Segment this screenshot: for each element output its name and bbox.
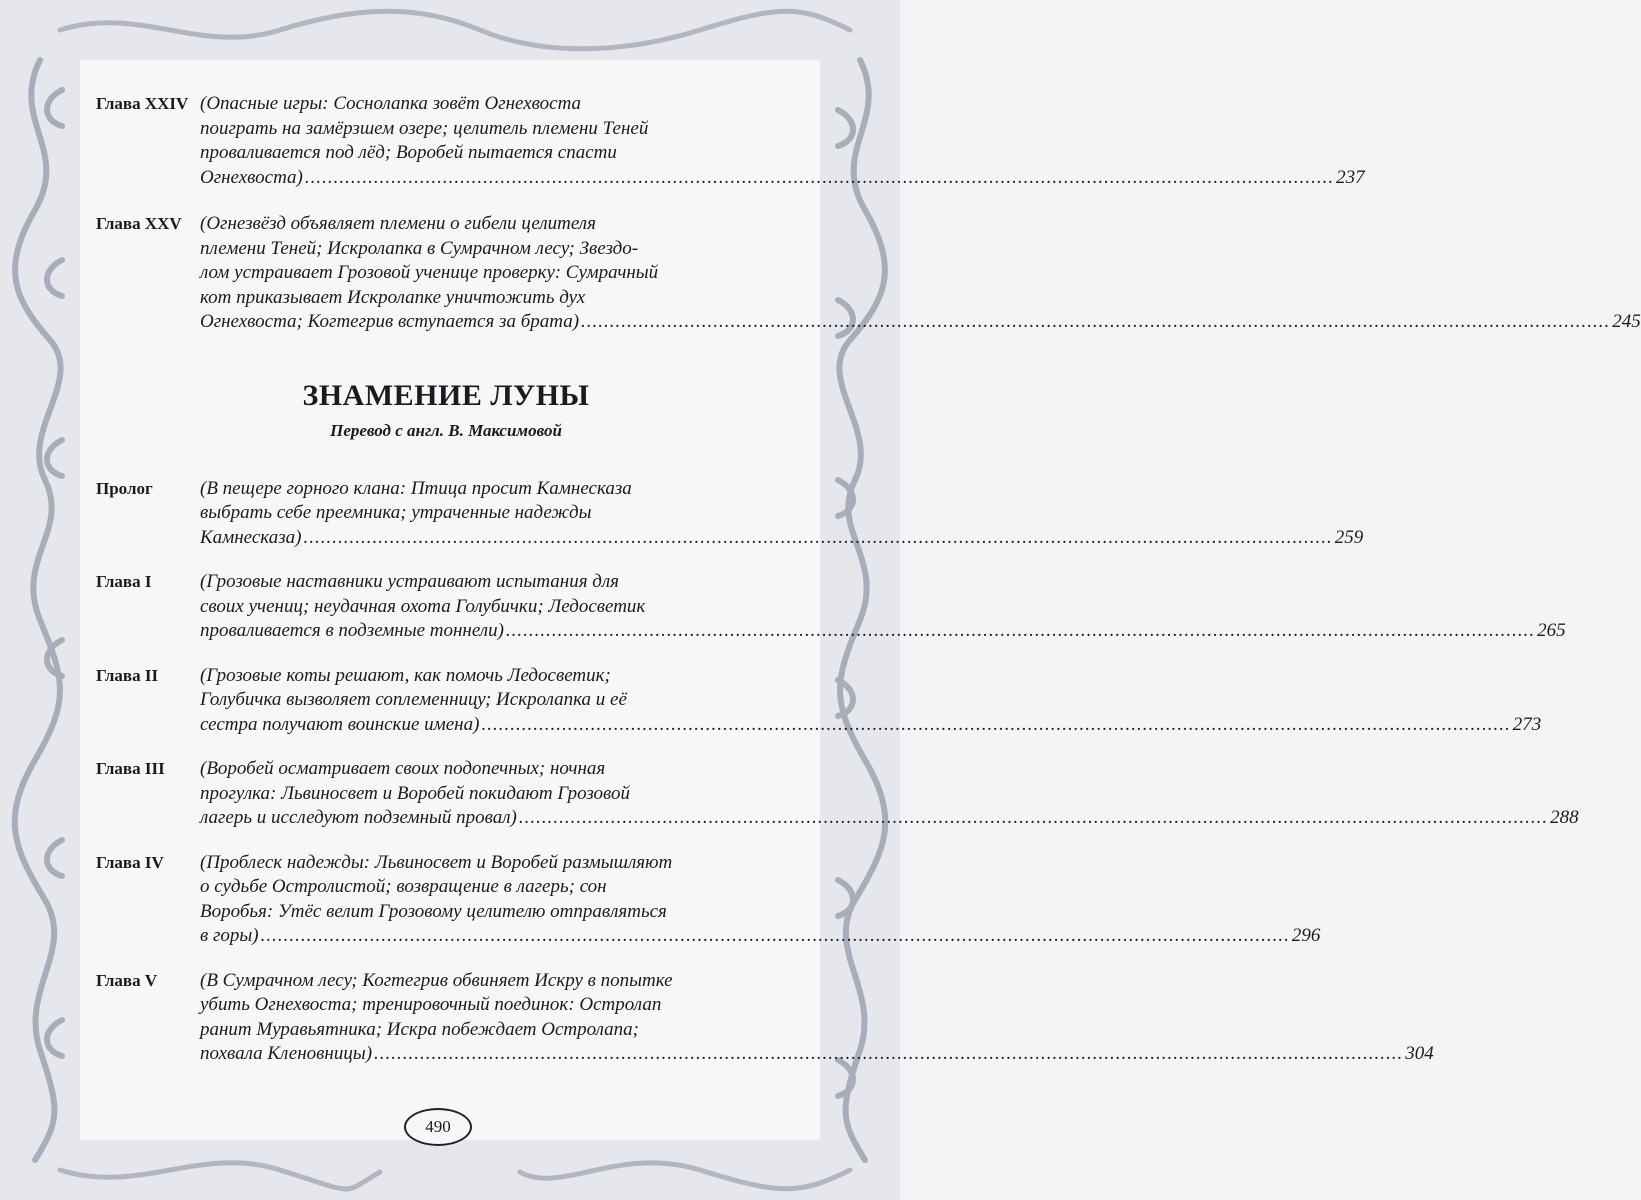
summary-line: кот приказывает Искролапке уничтожить дух — [200, 286, 586, 308]
summary-line: Огнехвоста) — [200, 166, 303, 188]
summary-line: в горы) — [200, 925, 259, 946]
page-reference: 304 — [1405, 1043, 1434, 1064]
dot-leader — [506, 619, 1535, 644]
page-reference: 273 — [1512, 713, 1542, 735]
page-reference: 265 — [1537, 620, 1566, 641]
toc-entry-chapter-2 — [96, 664, 1542, 738]
chapter-label: Глава V — [96, 970, 158, 990]
summary-line: (Проблеск надежды: Львиносвет и Воробей размышляют — [200, 851, 673, 873]
summary-line: проваливается под лёд; Воробей пытается спасти — [200, 142, 617, 163]
summary-line: Воробья: Утёс велит Грозовому целителю отправляться — [200, 900, 667, 922]
summary-line: поиграть на замёрзшем озере; целитель племени Теней — [200, 117, 649, 139]
toc-entry-chapter-24 — [96, 92, 1365, 190]
toc-entry-chapter-5 — [96, 969, 1434, 1067]
summary-line: Голубичка вызволяет соплеменницу; Искролапка и её — [200, 689, 627, 710]
chapter-summary — [200, 757, 1579, 831]
chapter-summary — [200, 664, 1541, 738]
dot-leader — [261, 924, 1290, 949]
summary-line: Огнехвоста; Когтегрив вступается за брата) — [200, 311, 580, 332]
chapter-summary — [200, 477, 1363, 551]
chapter-label: Пролог — [96, 478, 153, 498]
summary-line: племени Теней; Искролапка в Сумрачном лесу; Звездо- — [200, 237, 639, 259]
summary-last-line — [200, 526, 1363, 551]
summary-last-line — [200, 310, 1641, 335]
chapter-label: Глава IV — [96, 852, 164, 872]
chapter-label: Глава III — [96, 759, 165, 778]
summary-line: о судьбе Остролистой; возвращение в лагерь; сон — [200, 876, 607, 897]
section-title: ЗНАМЕНИЕ ЛУНЫ — [302, 378, 590, 412]
summary-last-line — [200, 806, 1579, 831]
summary-line: (Грозовые коты решают, как помочь Ледосветик; — [200, 664, 611, 686]
toc-entry-prologue — [96, 477, 1364, 551]
chapter-label: Глава I — [96, 572, 152, 591]
summary-last-line — [200, 713, 1541, 738]
summary-line: лом устраивает Грозовой ученице проверку: Сумрачный — [200, 262, 659, 283]
summary-line: (Огнезвёзд объявляет племени о гибели целителя — [200, 213, 596, 234]
chapter-summary — [200, 570, 1566, 644]
summary-line: проваливается в подземные тоннели) — [200, 620, 504, 641]
page-reference: 296 — [1291, 925, 1321, 946]
chapter-label: Глава XXIV — [96, 94, 189, 113]
page-reference: 245 — [1612, 311, 1641, 332]
summary-line: ранит Муравьятника; Искра побеждает Остролапа; — [200, 1018, 640, 1040]
dot-leader — [519, 806, 1548, 831]
toc-entry-chapter-4 — [96, 851, 1321, 949]
summary-line: прогулка: Львиносвет и Воробей покидают Грозовой — [200, 782, 631, 804]
table-of-contents — [96, 92, 1641, 1067]
summary-last-line — [200, 1042, 1434, 1067]
section-header — [96, 379, 796, 441]
summary-line: сестра получают воинские имена) — [200, 713, 480, 735]
page-number: 490 — [404, 1108, 472, 1146]
summary-line: (Грозовые наставники устраивают испытания для — [200, 571, 620, 592]
chapter-label: Глава XXV — [96, 214, 182, 233]
summary-line: выбрать себе преемника; утраченные надежды — [200, 502, 592, 523]
summary-line: (В пещере горного клана: Птица просит Камнесказа — [200, 477, 632, 499]
page-reference: 237 — [1336, 166, 1365, 188]
dot-leader — [305, 166, 1334, 191]
translator-credit: Перевод с англ. В. Максимовой — [330, 420, 562, 440]
summary-line: лагерь и исследуют подземный провал) — [200, 807, 517, 828]
chapter-summary — [200, 212, 1641, 335]
chapter-summary — [200, 851, 1320, 949]
dot-leader — [303, 526, 1332, 551]
chapter-summary — [200, 92, 1365, 190]
chapter-summary — [200, 969, 1434, 1067]
summary-line: (В Сумрачном лесу; Когтегрив обвиняет Искру в попытке — [200, 969, 673, 991]
dot-leader — [581, 310, 1610, 335]
summary-line: Камнесказа) — [200, 526, 302, 548]
summary-line: (Опасные игры: Соснолапка зовёт Огнехвоста — [200, 93, 582, 114]
toc-entry-chapter-3 — [96, 757, 1579, 831]
summary-last-line — [200, 166, 1365, 191]
dot-leader — [481, 713, 1510, 738]
summary-line: убить Огнехвоста; тренировочный поединок: Остролап — [200, 994, 662, 1015]
page-reference: 259 — [1334, 526, 1364, 548]
dot-leader — [374, 1042, 1403, 1067]
summary-line: (Воробей осматривает своих подопечных; ночная — [200, 758, 606, 779]
summary-last-line — [200, 619, 1566, 644]
toc-entry-chapter-1 — [96, 570, 1566, 644]
summary-line: похвала Кленовницы) — [200, 1043, 373, 1064]
page-reference: 288 — [1550, 807, 1579, 828]
summary-line: своих учениц; неудачная охота Голубички; Ледосветик — [200, 595, 646, 617]
toc-entry-chapter-25 — [96, 212, 1641, 335]
summary-last-line — [200, 924, 1320, 949]
chapter-label: Глава II — [96, 665, 159, 685]
